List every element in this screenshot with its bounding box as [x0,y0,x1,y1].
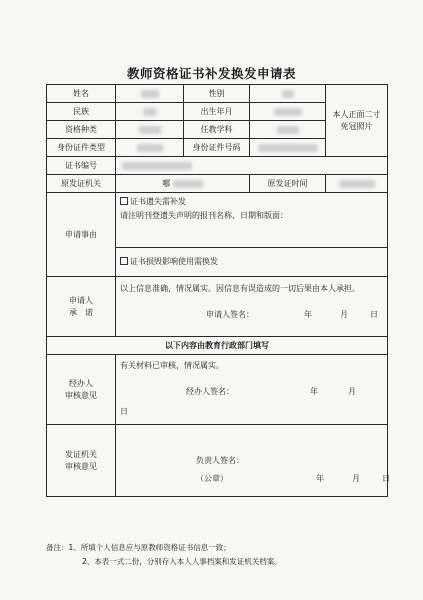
value-id-number[interactable] [250,139,326,157]
checkbox-lost[interactable] [120,197,128,205]
label-issuer [47,425,116,497]
label-orig-issue-time: 原发证时间 [250,175,326,193]
applicant-line-1: 申请人 [69,295,93,305]
row-orig-issuer [47,175,388,193]
redacted-cert-number [122,162,192,170]
reason-content [116,193,388,277]
redacted-id-number [258,144,318,152]
issuer-line-1: 发证机关 [65,449,97,459]
row-applicant [47,277,388,337]
redacted-id-type [137,144,163,152]
handler-sign-row [120,386,383,398]
label-ethnicity: 民族 [47,103,116,121]
redacted-name [141,90,159,98]
issuer-content [116,425,388,497]
redacted-subject [277,126,299,134]
handler-year: 年 [310,387,318,396]
seal-label: （公章） [196,474,228,483]
label-gender: 性别 [184,85,250,103]
handler-day: 日 [120,407,128,416]
issuer-day: 日 [382,474,390,483]
applicant-year: 年 [304,310,312,319]
issuer-month: 月 [352,474,360,483]
row-admin-header [47,337,388,355]
checkbox-damaged[interactable] [120,257,128,265]
photo-line-2: 免冠照片 [340,121,373,131]
row-issuer [47,425,388,497]
value-birth[interactable] [250,103,326,121]
row-name [47,85,388,103]
handler-month: 月 [348,387,356,396]
option-damaged-label: 证书损毁影响使用需换发 [130,257,218,266]
label-applicant [47,277,116,337]
value-orig-issue-time[interactable] [326,175,388,193]
label-cert-type: 资格种类 [47,121,116,139]
value-id-type[interactable] [116,139,184,157]
value-subject[interactable] [250,121,326,139]
applicant-day: 日 [370,310,378,319]
option-lost-note: 请注明刊登遗失声明的报刊名称、日期和版面： [120,211,288,220]
label-reason: 申请事由 [47,193,116,277]
promise-text: 以上信息准确，情况属实。因信息有误造成的一切后果由本人承担。 [120,284,360,293]
handler-content [116,355,388,425]
redacted-orig-issuer [173,180,203,188]
redacted-gender [282,90,294,98]
applicant-sign-row [120,309,383,321]
handler-line-1: 经办人 [69,378,93,388]
label-orig-issuer: 原发证机关 [47,175,116,193]
orig-issuer-text: 哪 [162,179,171,188]
issuer-line-2: 审核意见 [65,461,97,471]
redacted-ethnicity [143,108,157,116]
value-cert-type[interactable] [116,121,184,139]
application-form-table [46,84,388,497]
applicant-sign-label[interactable]: 申请人签名： [206,310,254,319]
value-gender[interactable] [250,85,326,103]
redacted-cert-type [139,126,161,134]
label-subject: 任教学科 [184,121,250,139]
value-name[interactable] [116,85,184,103]
label-id-type: 身份证件类型 [47,139,116,157]
label-birth: 出生年月 [184,103,250,121]
value-orig-issuer[interactable] [116,175,250,193]
issuer-date-row [120,473,390,485]
option-lost-label: 证书遗失需补发 [130,197,186,206]
applicant-month: 月 [340,310,348,319]
value-cert-number[interactable] [116,157,388,175]
applicant-content [116,277,388,337]
row-handler [47,355,388,425]
note-line-2: 2、本表一式二份，分别存入本人人事档案和发证机关档案。 [82,557,282,566]
handler-sign-label[interactable]: 经办人签名： [186,387,234,396]
handler-text: 有关材料已审核，情况属实。 [120,361,224,370]
label-id-number: 身份证件号码 [184,139,250,157]
admin-header: 以下内容由教育行政部门填写 [47,337,388,355]
label-handler [47,355,116,425]
leader-sign-label[interactable]: 负责人签名： [196,456,244,465]
label-name: 姓名 [47,85,116,103]
redacted-orig-issue-time [339,180,375,188]
issuer-year: 年 [316,474,324,483]
label-cert-number: 证书编号 [47,157,116,175]
row-reason [47,193,388,277]
handler-line-2: 审核意见 [65,390,97,400]
note-line-1: 备注：1、所填个人信息应与原教师资格证书信息一致； [46,543,231,552]
photo-line-1: 本人正面二寸 [332,109,381,119]
notes [46,541,391,569]
photo-box [326,85,388,157]
redacted-birth [274,108,302,116]
form-title: 教师资格证书补发换发申请表 [126,66,296,81]
applicant-line-2: 承 诺 [69,307,93,317]
row-cert-number [47,157,388,175]
value-ethnicity[interactable] [116,103,184,121]
